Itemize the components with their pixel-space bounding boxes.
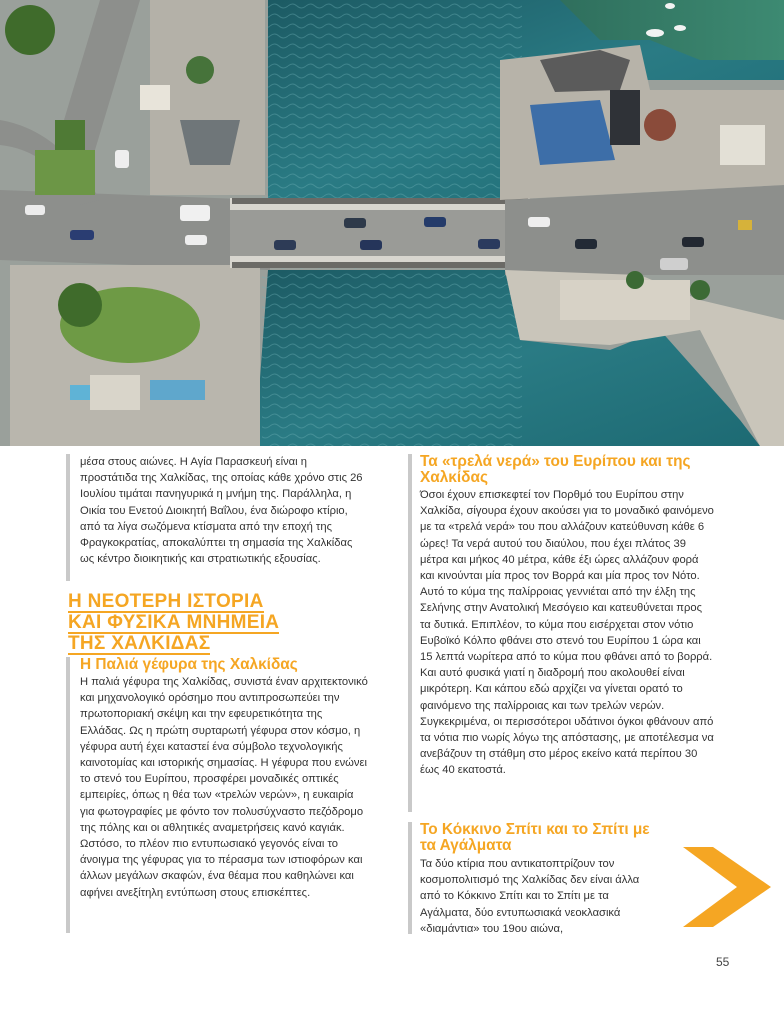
right-column-rule-bottom <box>408 822 412 934</box>
aerial-bridge-photo <box>0 0 784 446</box>
section-waters-title: Τα «τρελά νερά» του Ευρίπου και της Χαλκίδας <box>420 453 691 486</box>
section-waters-body: Όσοι έχουν επισκεφτεί τον Πορθμό του Ευρίπου στην Χαλκίδα, σίγουρα έχουν ακούσει για το μοναδικό φαινόμενο με τα «τρελά νερά» του που αλλάζουν κατεύθυνση κάθε 6 ώρες! Τα νερά αυτού του διαύλου, που έχει πλάτος 39 μέτρα και μήκος 40 μέτρα, κάθε έξι ώρες αλλάζουν φορά και κινούνται μία προς τον Βορρά και μία προς τον Νότο. Αυτό το κύμα της παλίρροιας γεννιέται από την έλξη της Σελήνης στην Ανατολική Μεσόγειο και κατευθύνεται προς τα δυτικά. Επιπλέον, το κύμα που εισέρχεται στον νότιο Ευβοϊκό Κόλπο φθάνει στο στενό του Ευρίπου 1 ώρα και 15 λεπτά νωρίτερα από το κύμα που φθάνει από το βορρά. Και αυτό φυσικά γιατί η διαδρομή που ακολουθεί είναι μικρότερη. Και κάπου εδώ αρχίζει να γίνεται ορατό το φαινόμενο της παλίρροιας και των τρελών νερών. Συγκεκριμένα, οι περισσότεροι υδάτινοι όγκοι φθάνουν από τα νότια πιο νωρίς λόγω της απόστασης, με αποτέλεσμα να ανεβάζουν τη στάθμη στο μέρος εκείνο κατά περίπου 30 έως 40 εκατοστά. <box>420 489 714 777</box>
section-houses-body: Τα δύο κτίρια που αντικατοπτρίζουν τον κοσμοπολιτισμό της Χαλκίδας δεν είναι άλλα από το Κόκκινο Σπίτι και το Σπίτι με τα Αγάλματα, δύο εντυπωσιακά νεοκλασικά «διαμάντια» του 19ου αιώνα, <box>420 858 640 935</box>
section-bridge-title: Η Παλιά γέφυρα της Χαλκίδας <box>80 656 298 673</box>
left-column-rule-top <box>66 454 70 581</box>
right-column-rule-top <box>408 454 412 812</box>
main-heading-line-3: ΤΗΣ ΧΑΛΚΙΔΑΣ <box>68 633 211 654</box>
main-heading <box>68 592 368 655</box>
left-column-rule-bottom <box>66 657 70 933</box>
next-page-chevron-icon <box>683 847 771 927</box>
photo-drawing <box>0 0 784 446</box>
page-number: 55 <box>716 955 730 969</box>
main-heading-line-2: ΚΑΙ ΦΥΣΙΚΑ ΜΝΗΜΕΙΑ <box>68 612 280 633</box>
section-bridge-body: Η παλιά γέφυρα της Χαλκίδας, συνιστά έναν αρχιτεκτονικό και μηχανολογικό ορόσημο που αντιπροσωπεύει την πρωτοποριακή σκέψη και την εφευρετικότητα της Ελλάδας. Ως η πρώτη συρταρωτή γέφυρα στον κόσμο, η γέφυρα αυτή έχει καταστεί ένα σύμβολο τεχνολογικής καινοτομίας και ιστορικής σημασίας. Η γέφυρα που ενώνει το στενό του Ευρίπου, προσφέρει μοναδικές οπτικές εμπειρίες, όπως η θέα των «τρελών νερών», η ευκαιρία για φωτογραφίες με φόντο τον πολυσύχναστο πεζόδρομο της πόλης και οι αθλητικές αναμετρήσεις κανό καγιάκ. Ωστόσο, το πλέον πιο εντυπωσιακό γεγονός είναι το άνοιγμα της γέφυρας για το πέρασμα των ιστιοφόρων και άλλων μεγάλων σκαφών, ένα θέαμα που καθηλώνει και αφήνει ανεξίτηλη εντύπωση στους επισκέπτες. <box>80 676 368 899</box>
intro-paragraph: μέσα στους αιώνες. Η Αγία Παρασκευή είναι η προστάτιδα της Χαλκίδας, της οποίας κάθε χρόνο στις 26 Ιουλίου τιμάται πανηγυρικά η μνήμη της. Παράλληλα, η Οικία του Ενετού Διοικητή Βαΐλου, ένα διώροφο κτίριο, από τα λίγα σωζόμενα κτίσματα από την εποχή της Φραγκοκρατίας, αποκαλύπτει τη σημασία της Χαλκίδας ως κέντρο διοικητικής και στρατιωτικής εξουσίας. <box>80 456 363 566</box>
section-houses-title: Το Κόκκινο Σπίτι και το Σπίτι με τα Αγάλματα <box>420 821 650 854</box>
main-heading-line-1: Η ΝΕΟΤΕΡΗ ΙΣΤΟΡΙΑ <box>68 591 264 612</box>
